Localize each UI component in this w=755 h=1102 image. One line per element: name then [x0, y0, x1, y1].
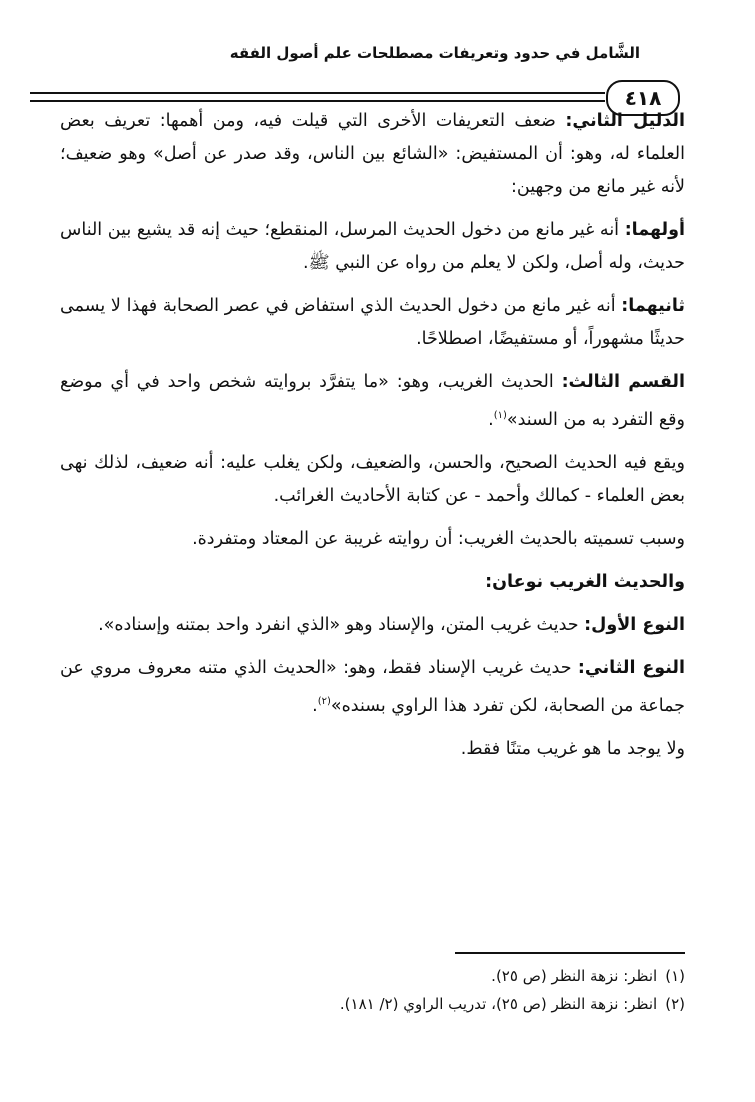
footnote-text: انظر: نزهة النظر (ص ٢٥).	[491, 967, 658, 985]
paragraph	[60, 447, 685, 513]
paragraph-text: حديث غريب المتن، والإسناد وهو «الذي انفرد واحد بمتنه وإسناده».	[98, 614, 585, 635]
paragraph	[60, 366, 685, 437]
footnote-number: (١)	[665, 967, 685, 985]
header-rule-top	[30, 92, 605, 94]
page-number: ٤١٨	[606, 80, 680, 116]
paragraph	[60, 652, 685, 723]
footnote-marker: (٢)	[317, 695, 331, 707]
paragraph-lead: أولهما:	[624, 220, 685, 240]
book-title: الشَّامل في حدود وتعريفات مصطلحات علم أصول الفقه	[229, 44, 640, 62]
paragraph-text: ويقع فيه الحديث الصحيح، والحسن، والضعيف، ولكن يغلب عليه: أنه ضعيف، لذلك نهى بعض العلماء - كمالك وأحمد - عن كتابة الأحاديث الغرائب.	[60, 452, 685, 506]
paragraph-lead: النوع الأول:	[584, 614, 685, 635]
running-header	[30, 28, 720, 110]
main-text	[60, 105, 685, 776]
footnote	[60, 990, 685, 1018]
paragraph-text: الحديث الغريب، وهو: «ما يتفرَّد بروايته شخص واحد في أي موضع وقع التفرد به من السند»	[60, 372, 685, 430]
paragraph-text: حديث غريب الإسناد فقط، وهو: «الحديث الذي متنه معروف مروي عن جماعة من الصحابة، لكن تفرد هذا الراوي بسنده»	[60, 657, 685, 716]
paragraph	[60, 290, 685, 356]
paragraph	[60, 566, 685, 599]
paragraph-lead: القسم الثالث:	[561, 372, 685, 392]
paragraph-tail: .	[488, 409, 494, 430]
paragraph-lead: الدليل الثاني:	[565, 111, 685, 131]
footnote-number: (٢)	[665, 995, 685, 1013]
footnote-marker: (١)	[493, 410, 507, 421]
paragraph	[60, 609, 685, 642]
paragraph-text: ضعف التعريفات الأخرى التي قيلت فيه، ومن أهمها: تعريف بعض العلماء له، وهو: أن المستفيض: «الشائع بين الناس، وقد صدر عن أصل» وهو ضعيف؛ لأنه غير مانع من وجهين:	[60, 111, 685, 197]
footnote	[60, 962, 685, 990]
header-rule-bottom	[30, 100, 605, 102]
paragraph-lead: النوع الثاني:	[577, 657, 685, 678]
paragraph	[60, 105, 685, 204]
paragraph-text: أنه غير مانع من دخول الحديث الذي استفاض في عصر الصحابة فهذا لا يسمى حديثًا مشهوراً، أو مستفيضًا، اصطلاحًا.	[60, 296, 685, 349]
footnote-divider	[455, 952, 685, 954]
paragraph-text: ولا يوجد ما هو غريب متنًا فقط.	[460, 738, 685, 759]
paragraph-lead: والحديث الغريب نوعان:	[485, 571, 685, 592]
paragraph	[60, 733, 685, 766]
paragraph	[60, 214, 685, 280]
paragraph-text: أنه غير مانع من دخول الحديث المرسل، المنقطع؛ حيث إنه قد يشيع بين الناس حديث، وله أصل، ولكن لا يعلم من رواه عن النبي ﷺ.	[60, 220, 685, 273]
paragraph-lead: ثانيهما:	[621, 296, 685, 316]
footnote-text: انظر: نزهة النظر (ص ٢٥)، تدريب الراوي (٢/ ١٨١).	[339, 995, 658, 1013]
paragraph	[60, 523, 685, 556]
paragraph-tail: .	[312, 695, 318, 716]
footnotes	[60, 962, 685, 1018]
paragraph-text: وسبب تسميته بالحديث الغريب: أن روايته غريبة عن المعتاد ومتفردة.	[192, 528, 685, 549]
